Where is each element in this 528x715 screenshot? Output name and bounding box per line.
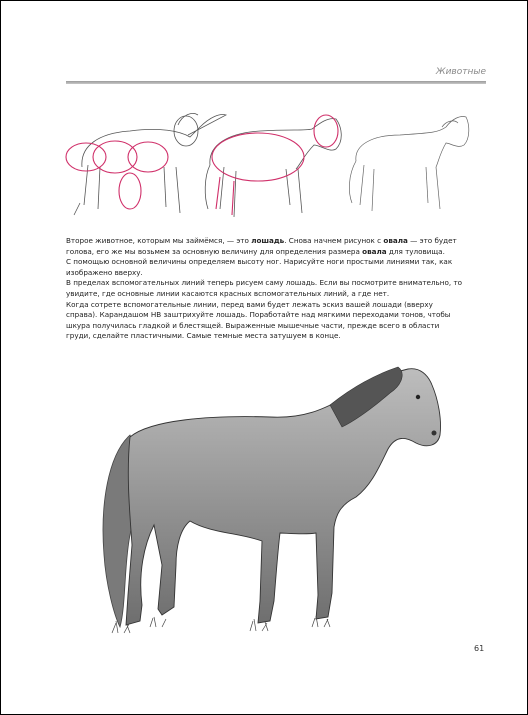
step-2-drawing <box>205 119 341 217</box>
paragraph-2: С помощью основной величины определяем высоту ног. Нарисуйте ноги простыми линиями так, как изображено вверху. <box>66 257 453 277</box>
page-number: 61 <box>474 644 485 653</box>
body-text <box>66 236 466 342</box>
paragraph-3: В пределах вспомогательных линий теперь рисуем саму лошадь. Если вы посмотрите внимательно, то увидите, где основные линии касаются красных вспомогательных линий, а где нет. <box>66 278 463 298</box>
step-1-guides <box>66 141 168 209</box>
header-rule <box>66 81 486 84</box>
horse-pencil-drawing <box>90 365 450 645</box>
construction-steps-illustration <box>60 105 470 223</box>
paragraph-1: Второе животное, которым мы займёмся, — это лошадь. Снова начнем рисунок с овала — это будет голова, его же мы возьмем за основную величину для определения размера овала для туловища. <box>66 236 457 256</box>
step-1-drawing <box>74 113 226 215</box>
section-title: Животные <box>435 67 486 77</box>
step-3-drawing <box>349 116 468 211</box>
paragraph-4: Когда сотрете вспомогательные линии, перед вами будет лежать эскиз вашей лошади (вверху справа). Карандашом НВ заштрихуйте лошадь. Поработайте над мягкими переходами тонов, чтобы шкура получилась гладкой и блестящей. Выраженные мышечные части, прежде всего в области груди, сделайте пластичными. Самые темные места затушуем в конце. <box>66 299 451 341</box>
